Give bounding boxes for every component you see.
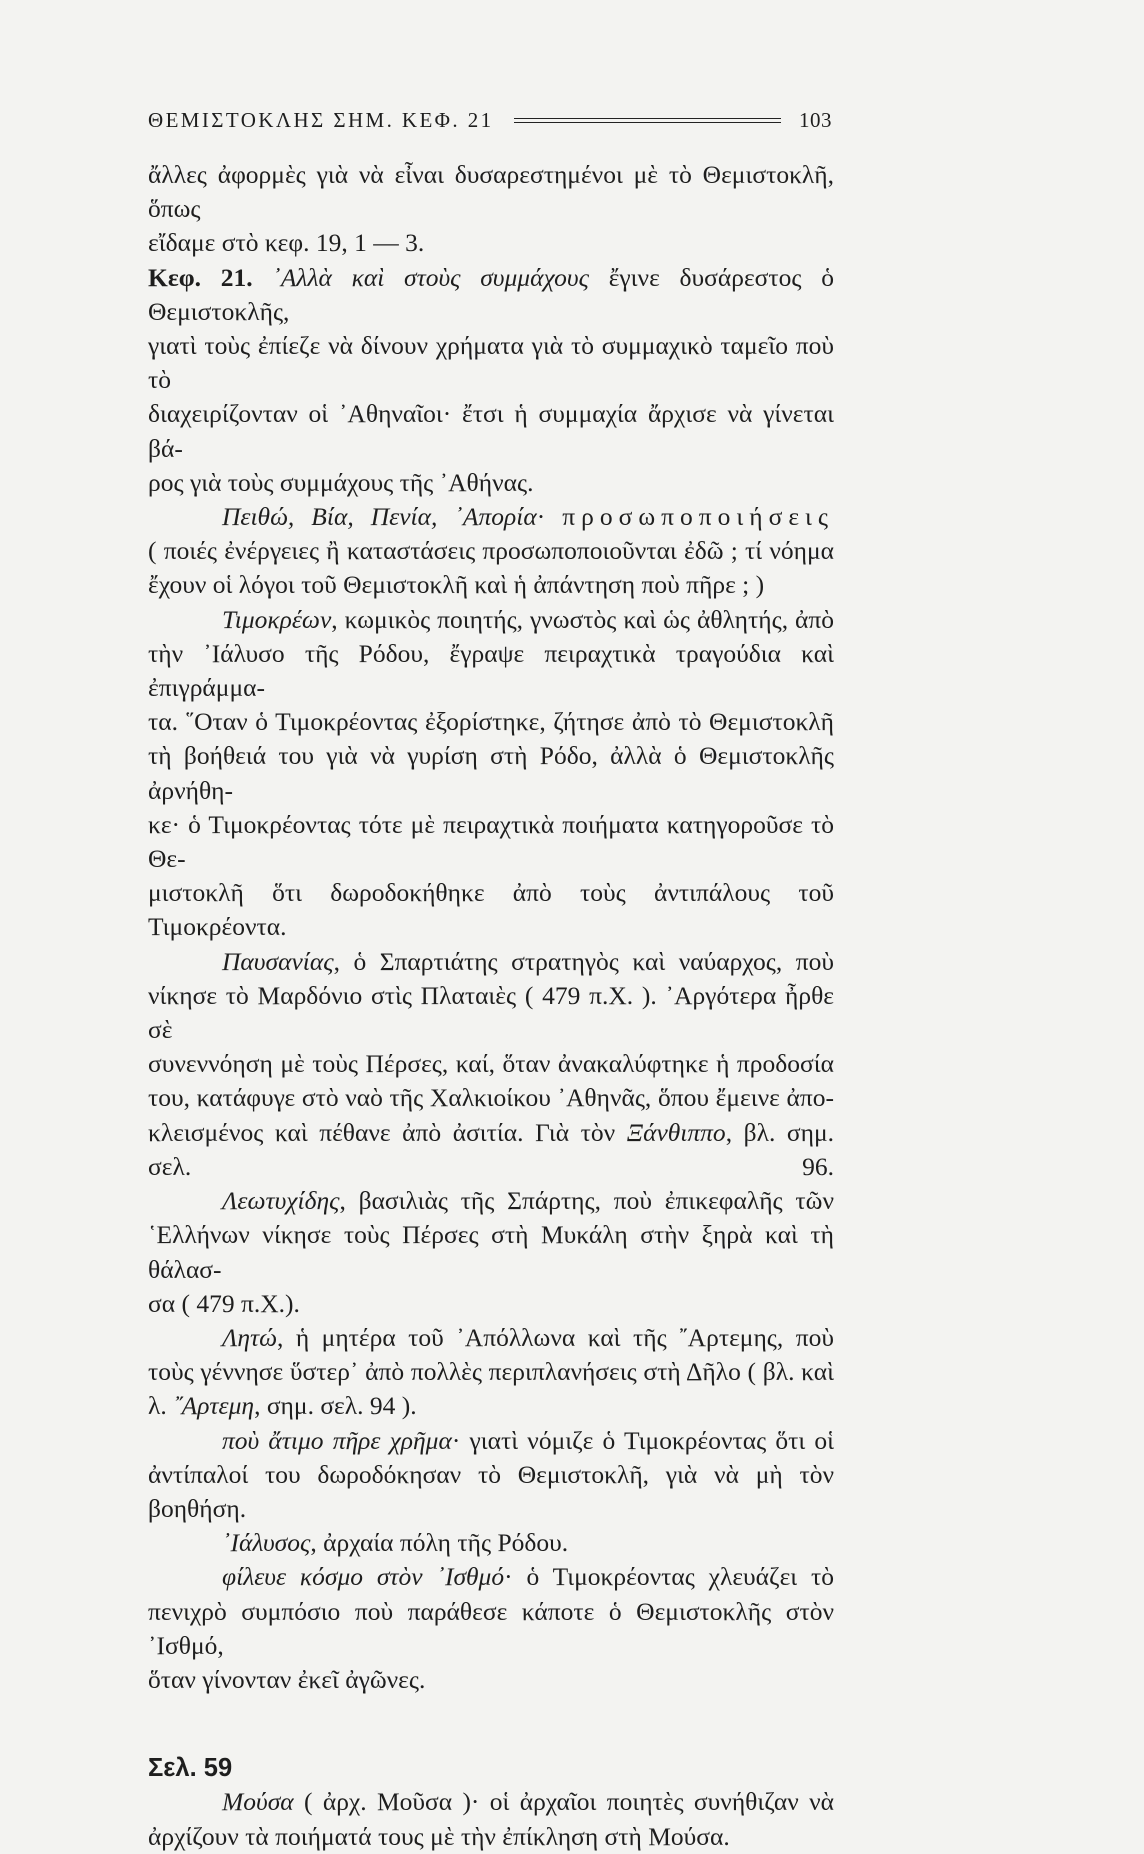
italic-term: ᾿Ιάλυσος bbox=[222, 1528, 311, 1558]
text-run: ἔγινε δυσάρεστος ὁ Θεμιστοκλῆς, bbox=[148, 262, 834, 326]
italic-term: ποὺ ἄτιμο πῆρε χρῆμα bbox=[222, 1425, 452, 1455]
text-run: κλεισμένος καὶ πέθανε ἀπὸ ἀσιτία. Γιὰ τὸν bbox=[148, 1117, 627, 1147]
text-run: , ὁ Σπαρτιάτης στρατηγὸς καὶ ναύαρχος, ποὺ bbox=[333, 946, 834, 976]
text-line bbox=[148, 1751, 834, 1785]
text-line bbox=[148, 397, 834, 465]
text-run: του, κατάφυγε στὸ ναὸ τῆς Χαλκιοίκου ᾿Αθηνᾶς, ὅπου ἔμεινε ἀπο- bbox=[148, 1083, 834, 1113]
italic-term: ᾿Αλλὰ καὶ στοὺς συμμάχους bbox=[272, 262, 589, 292]
text-run: · ὁ Τιμοκρέοντας χλευάζει τὸ bbox=[504, 1562, 835, 1592]
italic-term: Λητώ bbox=[222, 1322, 277, 1352]
text-line bbox=[148, 226, 834, 260]
text-run: συνεννόηση μὲ τοὺς Πέρσες, καί, ὅταν ἀνακαλύφτηκε ἡ προδοσία bbox=[148, 1049, 834, 1079]
text-run: διαχειρίζονταν οἱ ᾿Αθηναῖοι· ἔτσι ἡ συμμαχία ἄρχισε νὰ γίνεται βά- bbox=[148, 399, 834, 463]
text-line bbox=[148, 1321, 834, 1355]
text-run: , βλ. σημ. σελ. 96. bbox=[148, 1117, 835, 1181]
text-run: , κωμικὸς ποιητής, γνωστὸς καὶ ὡς ἀθλητής, ἀπὸ bbox=[331, 604, 834, 634]
text-run: · bbox=[536, 502, 563, 532]
text-line bbox=[148, 945, 834, 979]
text-run: μιστοκλῆ ὅτι δωροδοκήθηκε ἀπὸ τοὺς ἀντιπάλους τοῦ Τιμοκρέοντα. bbox=[148, 878, 834, 942]
text-run: τα. ῞Οταν ὁ Τιμοκρέοντας ἐξορίστηκε, ζήτησε ἀπὸ τὸ Θεμιστοκλῆ bbox=[148, 707, 834, 737]
text-line bbox=[148, 466, 834, 500]
text-line bbox=[148, 637, 834, 705]
text-line bbox=[148, 1047, 834, 1081]
text-line bbox=[148, 1287, 834, 1321]
text-line bbox=[148, 876, 834, 944]
text-line bbox=[148, 1595, 834, 1663]
spaced-term: προσωποποιήσεις bbox=[562, 502, 834, 532]
text-line bbox=[148, 500, 834, 534]
italic-term: Λεωτυχίδης bbox=[222, 1186, 340, 1216]
text-run: πενιχρὸ συμπόσιο ποὺ παράθεσε κάποτε ὁ Θεμιστοκλῆς στὸν ᾿Ισθμό, bbox=[148, 1596, 834, 1660]
italic-term: Μούσα bbox=[222, 1787, 294, 1817]
page-number: 103 bbox=[799, 107, 832, 132]
text-line bbox=[148, 979, 834, 1047]
text-line bbox=[148, 808, 834, 876]
text-line bbox=[148, 1116, 834, 1184]
italic-term: ῎Αρτεμη bbox=[173, 1391, 255, 1421]
text-line bbox=[148, 739, 834, 807]
italic-term: Τιμοκρέων bbox=[222, 604, 332, 634]
section-gap bbox=[148, 1697, 834, 1751]
text-run: ρος γιὰ τοὺς συμμάχους τῆς ᾿Αθήνας. bbox=[148, 467, 534, 497]
text-line bbox=[148, 1389, 834, 1423]
text-run: , βασιλιὰς τῆς Σπάρτης, ποὺ ἐπικεφαλῆς τῶν bbox=[339, 1186, 834, 1216]
text-run: εἴδαμε στὸ κεφ. 19, 1 — 3. bbox=[148, 228, 425, 258]
italic-term: Ξάνθιππο bbox=[626, 1117, 726, 1147]
italic-term: Παυσανίας bbox=[222, 946, 334, 976]
header-rule bbox=[514, 118, 781, 123]
text-run: ( ποιές ἐνέργειες ἢ καταστάσεις προσωποποιοῦνται ἐδῶ ; τί νόημα bbox=[148, 536, 834, 566]
text-run: , ἡ μητέρα τοῦ ᾿Απόλλωνα καὶ τῆς ῎Αρτεμης, ποὺ bbox=[276, 1322, 834, 1352]
text-run: ῾Ελλήνων νίκησε τοὺς Πέρσες στὴ Μυκάλη στὴν ξηρὰ καὶ τὴ θάλασ- bbox=[148, 1220, 834, 1284]
text-run: · γιατὶ νόμιζε ὁ Τιμοκρέοντας ὅτι οἱ bbox=[451, 1425, 834, 1455]
text-run: ἀρχίζουν τὰ ποιήματά τους μὲ τὴν ἐπίκληση στὴ Μούσα. bbox=[148, 1821, 730, 1851]
text-line bbox=[148, 603, 834, 637]
text-line bbox=[148, 1218, 834, 1286]
text-line bbox=[148, 534, 834, 568]
text-line bbox=[148, 1355, 834, 1389]
text-run: ὅταν γίνονταν ἐκεῖ ἀγῶνες. bbox=[148, 1664, 426, 1694]
section-label: Κεφ. 21. bbox=[148, 262, 273, 292]
text-run: , σημ. σελ. 94 ). bbox=[254, 1391, 417, 1421]
text-line bbox=[148, 1785, 834, 1819]
text-line bbox=[148, 261, 834, 329]
text-line bbox=[148, 1560, 834, 1594]
text-run: τὴ βοήθειά του γιὰ νὰ γυρίση στὴ Ρόδο, ἀλλὰ ὁ Θεμιστοκλῆς ἀρνήθη- bbox=[148, 741, 834, 805]
text-line bbox=[148, 158, 834, 226]
text-run: τοὺς γέννησε ὕστερ᾿ ἀπὸ πολλὲς περιπλανήσεις στὴ Δῆλο ( βλ. καὶ bbox=[148, 1357, 834, 1387]
section-label: Σελ. 59 bbox=[148, 1754, 233, 1783]
text-line bbox=[148, 1424, 834, 1458]
text-run: ἄλλες ἀφορμὲς γιὰ νὰ εἶναι δυσαρεστημένοι μὲ τὸ Θεμιστοκλῆ, ὅπως bbox=[148, 160, 834, 224]
text-run: ( ἀρχ. Μοῦσα )· οἱ ἀρχαῖοι ποιητὲς συνήθιζαν νὰ bbox=[293, 1787, 834, 1817]
italic-term: Πειθώ, Βία, Πενία, ᾿Απορία bbox=[222, 502, 537, 532]
running-header bbox=[148, 104, 832, 136]
text-run: τὴν ᾿Ιάλυσο τῆς Ρόδου, ἔγραψε πειραχτικὰ τραγούδια καὶ ἐπιγράμμα- bbox=[148, 638, 834, 703]
text-run: νίκησε τὸ Μαρδόνιο στὶς Πλαταιὲς ( 479 π.Χ. ). ᾿Αργότερα ἦρθε σὲ bbox=[148, 980, 834, 1045]
page-body-text bbox=[148, 158, 834, 1854]
text-run: ἔχουν οἱ λόγοι τοῦ Θεμιστοκλῆ καὶ ἡ ἀπάντηση ποὺ πῆρε ; ) bbox=[148, 570, 765, 600]
text-run: κε· ὁ Τιμοκρέοντας τότε μὲ πειραχτικὰ ποιήματα κατηγοροῦσε τὸ Θε- bbox=[148, 809, 834, 874]
text-line bbox=[148, 1526, 834, 1560]
italic-term: φίλευε κόσμο στὸν ᾿Ισθμό bbox=[222, 1562, 505, 1592]
text-line bbox=[148, 1458, 834, 1526]
text-line bbox=[148, 568, 834, 602]
running-title: ΘΕΜΙΣΤΟΚΛΗΣ ΣΗΜ. ΚΕΦ. 21 bbox=[148, 107, 494, 132]
text-run: λ. bbox=[148, 1391, 174, 1421]
text-line bbox=[148, 705, 834, 739]
text-line bbox=[148, 1663, 834, 1697]
text-line bbox=[148, 1081, 834, 1115]
text-line bbox=[148, 1184, 834, 1218]
text-run: ἀντίπαλοί του δωροδόκησαν τὸ Θεμιστοκλῆ, γιὰ νὰ μὴ τὸν βοηθήση. bbox=[148, 1459, 834, 1523]
text-run: σα ( 479 π.Χ.). bbox=[148, 1288, 300, 1318]
text-run: γιατὶ τοὺς ἐπίεζε νὰ δίνουν χρήματα γιὰ τὸ συμμαχικὸ ταμεῖο ποὺ τὸ bbox=[148, 331, 834, 395]
text-line bbox=[148, 329, 834, 397]
text-line bbox=[148, 1820, 834, 1854]
text-run: , ἀρχαία πόλη τῆς Ρόδου. bbox=[310, 1528, 569, 1558]
